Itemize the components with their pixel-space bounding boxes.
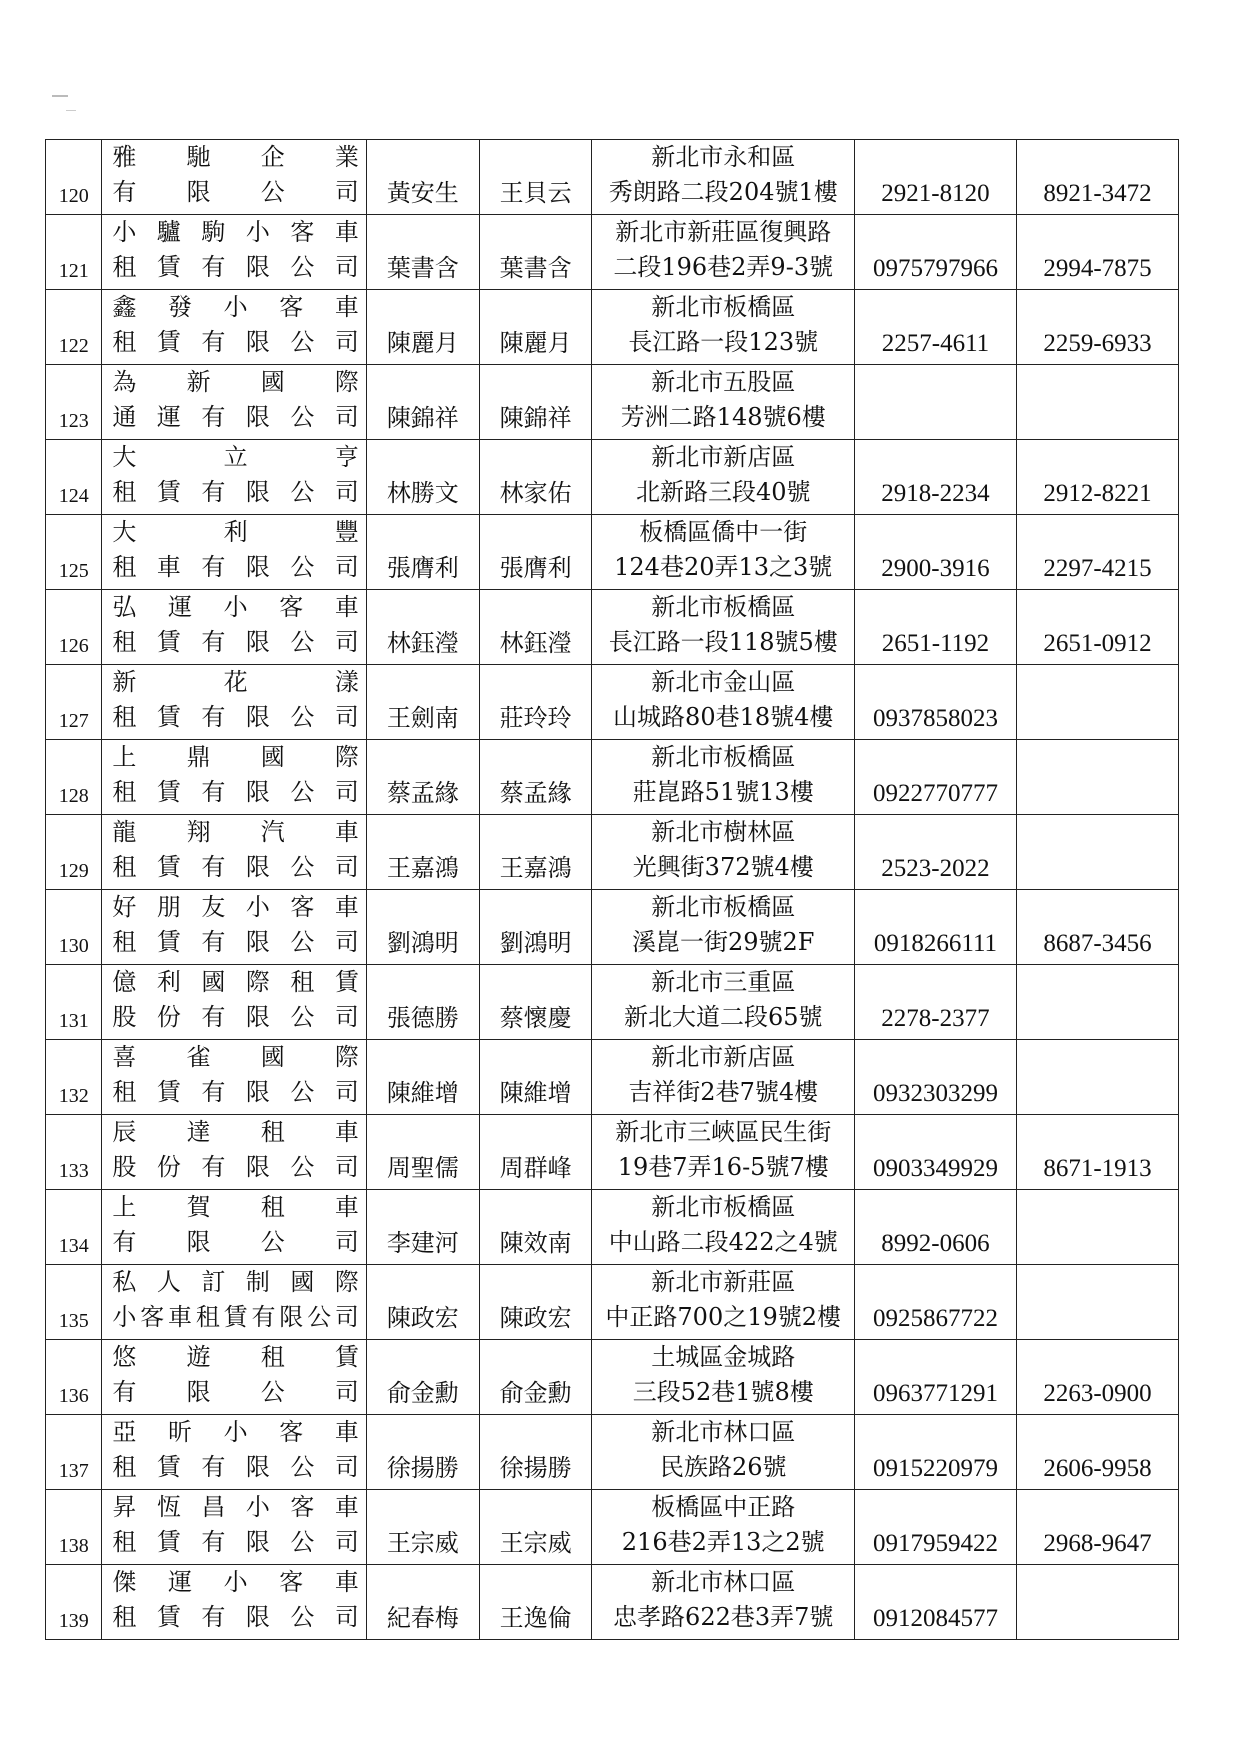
company-name-line: 億利國際租賃: [112, 968, 360, 996]
address-line: 新北大道二段65號: [623, 1003, 823, 1031]
manager-cell: 王貝云: [479, 140, 592, 215]
row-number-cell: 134: [46, 1190, 102, 1265]
company-name-line: 租賃有限公司: [112, 628, 360, 656]
address-cell: [592, 1265, 854, 1340]
company-name-cell: [102, 140, 367, 215]
phone-cell: 0922770777: [854, 740, 1016, 815]
address-line: 124巷20弄13之3號: [614, 553, 833, 581]
company-name-cell: [102, 740, 367, 815]
table-row: [46, 1115, 1179, 1190]
representative-cell: 林勝文: [366, 440, 479, 515]
company-name-line: 大立亨: [112, 443, 360, 471]
company-table: [45, 139, 1179, 1640]
company-name-line: 大利豐: [112, 518, 360, 546]
address-line: 秀朗路二段204號1樓: [608, 178, 838, 206]
company-name-cell: [102, 665, 367, 740]
company-name-line: 傑運小客車: [112, 1568, 360, 1596]
scan-mark: [66, 110, 76, 111]
row-number-cell: 125: [46, 515, 102, 590]
company-name-line: 租賃有限公司: [112, 328, 360, 356]
phone-cell: 2900-3916: [854, 515, 1016, 590]
fax-cell: [1016, 1265, 1178, 1340]
row-number-cell: 124: [46, 440, 102, 515]
company-name-line: 亞昕小客車: [112, 1418, 360, 1446]
company-name-cell: [102, 1340, 367, 1415]
fax-cell: [1016, 965, 1178, 1040]
table-row: [46, 890, 1179, 965]
address-line: 忠孝路622巷3弄7號: [613, 1603, 834, 1631]
row-number-cell: 121: [46, 215, 102, 290]
manager-cell: 林家佑: [479, 440, 592, 515]
manager-cell: 葉書含: [479, 215, 592, 290]
row-number-cell: 127: [46, 665, 102, 740]
address-cell: [592, 1415, 854, 1490]
company-name-line: 上賀租車: [112, 1193, 360, 1221]
company-name-line: 弘運小客車: [112, 593, 360, 621]
address-cell: [592, 215, 854, 290]
row-number-cell: 129: [46, 815, 102, 890]
phone-cell: 0975797966: [854, 215, 1016, 290]
address-cell: [592, 515, 854, 590]
address-line: 新北市金山區: [651, 668, 796, 696]
table-row: [46, 815, 1179, 890]
company-name-line: 鑫發小客車: [112, 293, 360, 321]
address-line: 新北市板橋區: [651, 593, 796, 621]
address-cell: [592, 590, 854, 665]
row-number-cell: 137: [46, 1415, 102, 1490]
phone-cell: 0903349929: [854, 1115, 1016, 1190]
fax-cell: [1016, 1565, 1178, 1640]
phone-cell: 0963771291: [854, 1340, 1016, 1415]
company-name-line: 租賃有限公司: [112, 853, 360, 881]
address-cell: [592, 1565, 854, 1640]
phone-cell: 0917959422: [854, 1490, 1016, 1565]
row-number-cell: 130: [46, 890, 102, 965]
address-line: 新北市林口區: [651, 1568, 796, 1596]
address-line: 中山路二段422之4號: [608, 1228, 838, 1256]
fax-cell: [1016, 365, 1178, 440]
fax-cell: 8671-1913: [1016, 1115, 1178, 1190]
company-name-cell: [102, 1115, 367, 1190]
representative-cell: 張膺利: [366, 515, 479, 590]
address-line: 新北市板橋區: [651, 293, 796, 321]
table-row: [46, 1490, 1179, 1565]
manager-cell: 徐揚勝: [479, 1415, 592, 1490]
company-name-line: 新花漾: [112, 668, 360, 696]
phone-cell: 2257-4611: [854, 290, 1016, 365]
address-cell: [592, 665, 854, 740]
company-name-line: 有限公司: [112, 178, 360, 206]
manager-cell: 俞金勳: [479, 1340, 592, 1415]
company-name-line: 雅馳企業: [112, 143, 360, 171]
address-cell: [592, 1340, 854, 1415]
representative-cell: 王劍南: [366, 665, 479, 740]
company-name-line: 租賃有限公司: [112, 1603, 360, 1631]
company-name-cell: [102, 590, 367, 665]
company-name-line: 小驢駒小客車: [112, 218, 360, 246]
address-cell: [592, 890, 854, 965]
address-line: 新北市板橋區: [651, 893, 796, 921]
fax-cell: 2606-9958: [1016, 1415, 1178, 1490]
row-number-cell: 131: [46, 965, 102, 1040]
table-row: [46, 665, 1179, 740]
company-name-line: 租賃有限公司: [112, 703, 360, 731]
company-name-line: 租賃有限公司: [112, 1528, 360, 1556]
phone-cell: 2278-2377: [854, 965, 1016, 1040]
company-name-cell: [102, 1415, 367, 1490]
phone-cell: 2921-8120: [854, 140, 1016, 215]
address-line: 北新路三段40號: [635, 478, 811, 506]
manager-cell: 莊玲玲: [479, 665, 592, 740]
address-line: 光興街372號4樓: [632, 853, 814, 881]
company-name-cell: [102, 890, 367, 965]
company-name-cell: [102, 440, 367, 515]
address-line: 新北市永和區: [651, 143, 796, 171]
fax-cell: 8921-3472: [1016, 140, 1178, 215]
representative-cell: 王嘉鴻: [366, 815, 479, 890]
company-name-line: 有限公司: [112, 1378, 360, 1406]
representative-cell: 林鈺瀅: [366, 590, 479, 665]
table-row: [46, 290, 1179, 365]
company-name-line: 租賃有限公司: [112, 253, 360, 281]
row-number-cell: 135: [46, 1265, 102, 1340]
address-line: 新北市板橋區: [651, 1193, 796, 1221]
fax-cell: [1016, 740, 1178, 815]
company-name-cell: [102, 1490, 367, 1565]
company-name-cell: [102, 365, 367, 440]
address-line: 莊崑路51號13樓: [632, 778, 814, 806]
table-row: [46, 440, 1179, 515]
address-line: 新北市新店區: [651, 1043, 796, 1071]
phone-cell: 2651-1192: [854, 590, 1016, 665]
phone-cell: 2523-2022: [854, 815, 1016, 890]
address-line: 新北市新莊區復興路: [615, 218, 832, 246]
company-name-cell: [102, 290, 367, 365]
representative-cell: 王宗威: [366, 1490, 479, 1565]
address-line: 芳洲二路148號6樓: [620, 403, 826, 431]
address-line: 吉祥街2巷7號4樓: [628, 1078, 819, 1106]
address-line: 民族路26號: [659, 1453, 787, 1481]
manager-cell: 陳麗月: [479, 290, 592, 365]
address-cell: [592, 140, 854, 215]
representative-cell: 陳麗月: [366, 290, 479, 365]
table-row: [46, 215, 1179, 290]
address-line: 216巷2弄13之2號: [621, 1528, 825, 1556]
table-row: [46, 1265, 1179, 1340]
company-name-line: 租賃有限公司: [112, 1453, 360, 1481]
row-number-cell: 126: [46, 590, 102, 665]
address-line: 新北市新莊區: [651, 1268, 796, 1296]
phone-cell: [854, 365, 1016, 440]
company-name-line: 龍翔汽車: [112, 818, 360, 846]
company-name-cell: [102, 1040, 367, 1115]
representative-cell: 俞金勳: [366, 1340, 479, 1415]
address-cell: [592, 440, 854, 515]
phone-cell: 0912084577: [854, 1565, 1016, 1640]
row-number-cell: 128: [46, 740, 102, 815]
company-name-line: 悠遊租賃: [112, 1343, 360, 1371]
address-cell: [592, 1190, 854, 1265]
address-cell: [592, 1040, 854, 1115]
address-line: 19巷7弄16-5號7樓: [617, 1153, 829, 1181]
address-line: 土城區金城路: [651, 1343, 796, 1371]
address-line: 新北市三峽區民生街: [615, 1118, 832, 1146]
address-line: 溪崑一街29號2F: [631, 928, 815, 956]
company-name-line: 好朋友小客車: [112, 893, 360, 921]
fax-cell: 8687-3456: [1016, 890, 1178, 965]
table-row: [46, 1190, 1179, 1265]
company-name-line: 喜雀國際: [112, 1043, 360, 1071]
table-row: [46, 590, 1179, 665]
representative-cell: 蔡孟緣: [366, 740, 479, 815]
representative-cell: 陳維增: [366, 1040, 479, 1115]
company-name-line: 上鼎國際: [112, 743, 360, 771]
representative-cell: 紀春梅: [366, 1565, 479, 1640]
fax-cell: [1016, 665, 1178, 740]
company-name-cell: [102, 965, 367, 1040]
representative-cell: 周聖儒: [366, 1115, 479, 1190]
fax-cell: [1016, 815, 1178, 890]
address-cell: [592, 1115, 854, 1190]
company-name-line: 小客車租賃有限公司: [112, 1303, 360, 1331]
company-name-line: 通運有限公司: [112, 403, 360, 431]
representative-cell: 陳錦祥: [366, 365, 479, 440]
address-line: 新北市樹林區: [651, 818, 796, 846]
company-name-cell: [102, 1265, 367, 1340]
manager-cell: 陳維增: [479, 1040, 592, 1115]
address-cell: [592, 740, 854, 815]
representative-cell: 劉鴻明: [366, 890, 479, 965]
company-name-cell: [102, 815, 367, 890]
manager-cell: 陳效南: [479, 1190, 592, 1265]
table-row: [46, 515, 1179, 590]
company-table-body: [46, 140, 1179, 1640]
fax-cell: 2968-9647: [1016, 1490, 1178, 1565]
fax-cell: 2994-7875: [1016, 215, 1178, 290]
manager-cell: 劉鴻明: [479, 890, 592, 965]
table-row: [46, 965, 1179, 1040]
company-name-line: 租賃有限公司: [112, 478, 360, 506]
row-number-cell: 120: [46, 140, 102, 215]
address-cell: [592, 365, 854, 440]
company-name-line: 昇恆昌小客車: [112, 1493, 360, 1521]
table-row: [46, 1415, 1179, 1490]
manager-cell: 蔡孟緣: [479, 740, 592, 815]
manager-cell: 王宗威: [479, 1490, 592, 1565]
company-name-line: 租賃有限公司: [112, 928, 360, 956]
company-name-line: 私人訂制國際: [112, 1268, 360, 1296]
fax-cell: 2912-8221: [1016, 440, 1178, 515]
company-name-cell: [102, 215, 367, 290]
company-name-cell: [102, 1565, 367, 1640]
address-line: 新北市新店區: [651, 443, 796, 471]
manager-cell: 蔡懷慶: [479, 965, 592, 1040]
address-line: 長江路一段123號: [628, 328, 819, 356]
phone-cell: 8992-0606: [854, 1190, 1016, 1265]
address-line: 新北市板橋區: [651, 743, 796, 771]
address-line: 中正路700之19號2樓: [605, 1303, 842, 1331]
row-number-cell: 132: [46, 1040, 102, 1115]
phone-cell: 0918266111: [854, 890, 1016, 965]
phone-cell: 0915220979: [854, 1415, 1016, 1490]
row-number-cell: 122: [46, 290, 102, 365]
representative-cell: 葉書含: [366, 215, 479, 290]
company-name-line: 租賃有限公司: [112, 778, 360, 806]
company-name-line: 租車有限公司: [112, 553, 360, 581]
manager-cell: 張膺利: [479, 515, 592, 590]
company-name-cell: [102, 515, 367, 590]
fax-cell: 2651-0912: [1016, 590, 1178, 665]
company-table-container: [45, 139, 1179, 1640]
manager-cell: 王嘉鴻: [479, 815, 592, 890]
fax-cell: 2259-6933: [1016, 290, 1178, 365]
manager-cell: 林鈺瀅: [479, 590, 592, 665]
address-line: 長江路一段118號5樓: [608, 628, 838, 656]
phone-cell: 0937858023: [854, 665, 1016, 740]
table-row: [46, 1040, 1179, 1115]
address-line: 三段52巷1號8樓: [632, 1378, 814, 1406]
phone-cell: 0925867722: [854, 1265, 1016, 1340]
address-line: 板橋區僑中一街: [639, 518, 808, 546]
row-number-cell: 139: [46, 1565, 102, 1640]
row-number-cell: 133: [46, 1115, 102, 1190]
row-number-cell: 136: [46, 1340, 102, 1415]
address-line: 新北市五股區: [651, 368, 796, 396]
address-cell: [592, 965, 854, 1040]
company-name-line: 租賃有限公司: [112, 1078, 360, 1106]
company-name-cell: [102, 1190, 367, 1265]
address-line: 新北市林口區: [651, 1418, 796, 1446]
representative-cell: 李建河: [366, 1190, 479, 1265]
table-row: [46, 365, 1179, 440]
phone-cell: 0932303299: [854, 1040, 1016, 1115]
address-line: 山城路80巷18號4樓: [613, 703, 834, 731]
representative-cell: 張德勝: [366, 965, 479, 1040]
company-name-line: 為新國際: [112, 368, 360, 396]
manager-cell: 陳政宏: [479, 1265, 592, 1340]
manager-cell: 王逸倫: [479, 1565, 592, 1640]
phone-cell: 2918-2234: [854, 440, 1016, 515]
table-row: [46, 1565, 1179, 1640]
representative-cell: 陳政宏: [366, 1265, 479, 1340]
company-name-line: 股份有限公司: [112, 1003, 360, 1031]
address-cell: [592, 1490, 854, 1565]
representative-cell: 徐揚勝: [366, 1415, 479, 1490]
representative-cell: 黃安生: [366, 140, 479, 215]
company-name-line: 股份有限公司: [112, 1153, 360, 1181]
address-cell: [592, 815, 854, 890]
company-name-line: 有限公司: [112, 1228, 360, 1256]
scan-mark: [52, 95, 68, 97]
table-row: [46, 140, 1179, 215]
address-cell: [592, 290, 854, 365]
address-line: 新北市三重區: [651, 968, 796, 996]
manager-cell: 周群峰: [479, 1115, 592, 1190]
table-row: [46, 740, 1179, 815]
fax-cell: 2263-0900: [1016, 1340, 1178, 1415]
address-line: 板橋區中正路: [651, 1493, 796, 1521]
table-row: [46, 1340, 1179, 1415]
fax-cell: [1016, 1040, 1178, 1115]
address-line: 二段196巷2弄9-3號: [613, 253, 834, 281]
row-number-cell: 138: [46, 1490, 102, 1565]
fax-cell: [1016, 1190, 1178, 1265]
company-name-line: 辰達租車: [112, 1118, 360, 1146]
fax-cell: 2297-4215: [1016, 515, 1178, 590]
manager-cell: 陳錦祥: [479, 365, 592, 440]
row-number-cell: 123: [46, 365, 102, 440]
